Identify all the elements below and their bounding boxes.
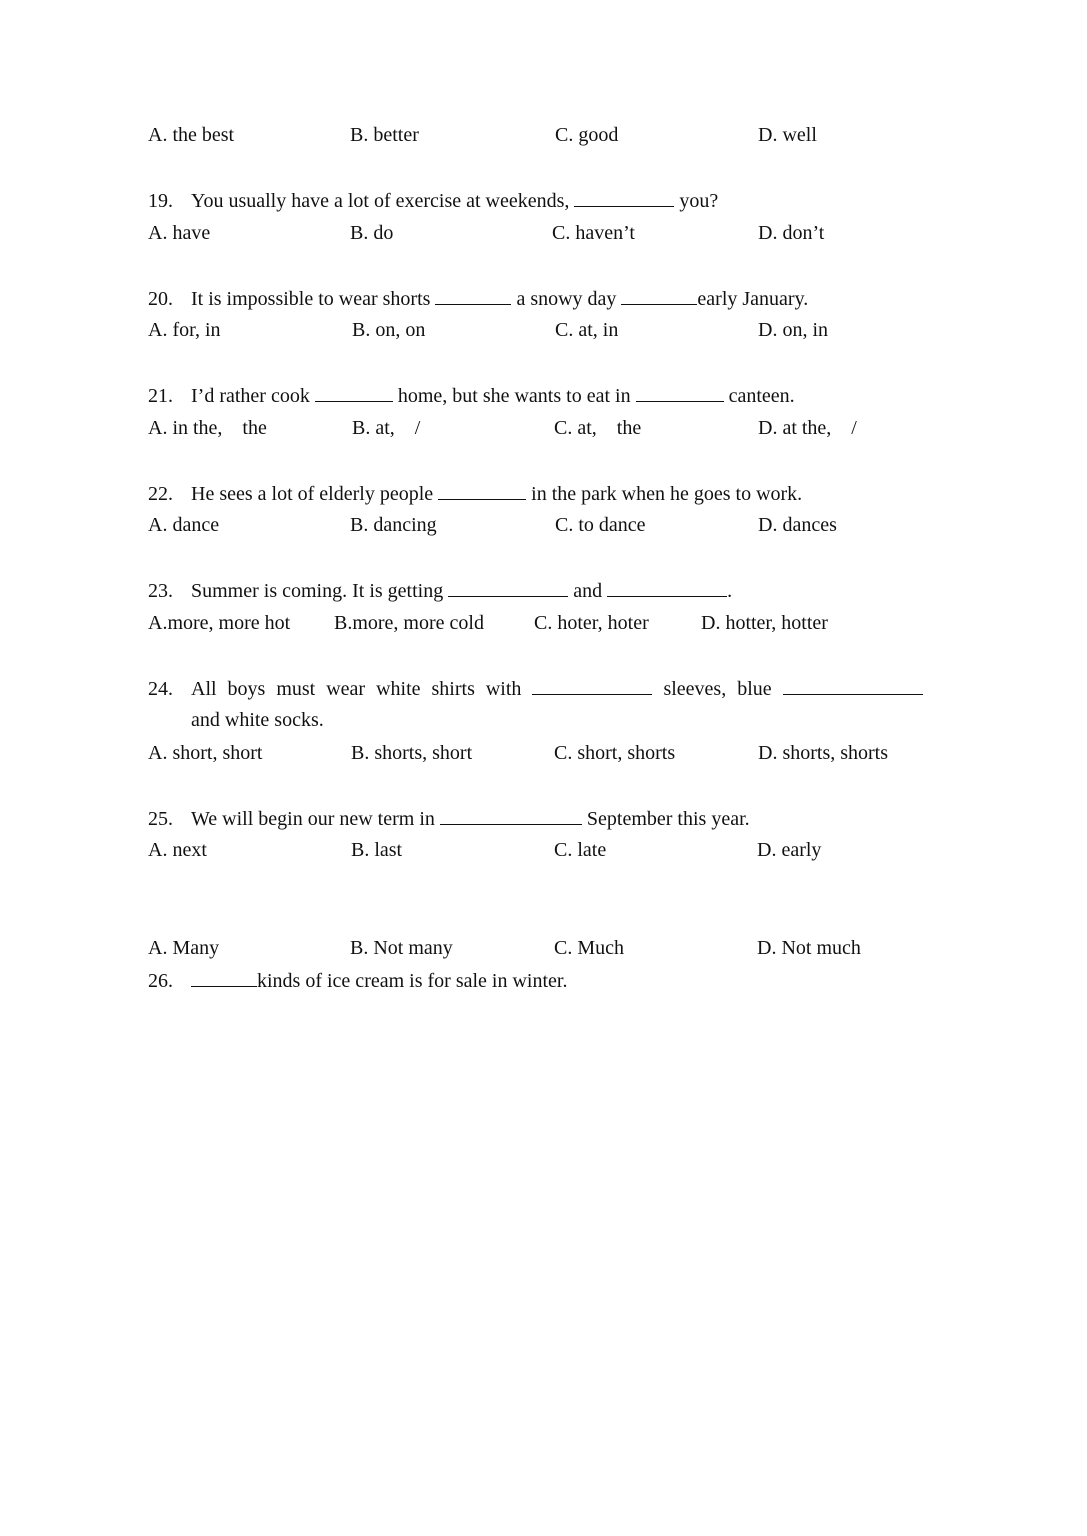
question-19-stem [148,188,718,213]
option-c: C. short, shorts [554,742,676,764]
question-number: 21. [148,385,173,407]
option-a: A. Many [148,937,220,959]
stem-text: Summer is coming. It is getting [191,580,449,602]
option-a: A. the best [148,124,235,146]
answer-blank[interactable] [621,286,697,305]
question-number: 22. [148,483,173,505]
stem-text: All boys must wear white shirts with [191,678,533,700]
stem-text: . [727,580,733,602]
question-number: 20. [148,288,173,310]
option-d: D. on, in [758,319,828,341]
option-d: D. shorts, shorts [758,742,889,764]
option-b: B. at, / [352,417,421,439]
question-number: 25. [148,808,173,830]
question-number: 23. [148,580,173,602]
option-b: B. Not many [350,937,453,959]
option-b: B. last [351,839,403,861]
stem-text: You usually have a lot of exercise at weekends, [191,190,575,212]
option-a: A. for, in [148,319,221,341]
option-b: B. dancing [350,514,437,536]
stem-text: early January. [697,288,809,310]
stem-text: September this year. [581,808,750,830]
answer-blank[interactable] [440,806,582,825]
stem-text: kinds of ice cream is for sale in winter. [257,970,568,992]
stem-text: sleeves, blue [652,678,783,700]
answer-blank[interactable] [636,383,724,402]
stem-text: and [568,580,608,602]
answer-blank[interactable] [435,286,511,305]
option-a: A. dance [148,514,220,536]
question-number: 19. [148,190,173,212]
option-d: D. hotter, hotter [701,612,828,634]
question-20-stem [148,286,808,311]
answer-blank[interactable] [191,968,257,987]
option-c: C. good [555,124,619,146]
option-d: D. dances [758,514,837,536]
stem-text: a snowy day [511,288,622,310]
option-c: C. late [554,839,607,861]
option-c: C. to dance [555,514,646,536]
option-b: B. better [350,124,419,146]
option-c: C. at, in [555,319,619,341]
option-a: A. in the, the [148,417,267,439]
stem-text: you? [674,190,719,212]
answer-blank[interactable] [783,676,923,695]
question-23-stem [148,578,732,603]
option-d: D. well [758,124,817,146]
stem-text: home, but she wants to eat in [392,385,636,407]
option-b: B. do [350,222,394,244]
stem-text: canteen. [723,385,795,407]
option-d: D. at the, / [758,417,857,439]
answer-blank[interactable] [448,578,568,597]
option-c: C. haven’t [552,222,635,244]
question-22-stem [148,481,802,506]
option-a: A. have [148,222,211,244]
option-d: D. don’t [758,222,825,244]
answer-blank[interactable] [438,481,526,500]
stem-text: in the park when he goes to work. [526,483,803,505]
question-24-stem [148,676,923,701]
option-a: A. next [148,839,207,861]
option-c: C. Much [554,937,624,959]
answer-blank[interactable] [315,383,393,402]
option-c: C. hoter, hoter [534,612,649,634]
option-c: C. at, the [554,417,642,439]
stem-text: He sees a lot of elderly people [191,483,439,505]
option-b: B. shorts, short [351,742,473,764]
option-a: A.more, more hot [148,612,291,634]
question-24-stem-continued: and white socks. [191,709,324,731]
stem-text: We will begin our new term in [191,808,440,830]
stem-text: It is impossible to wear shorts [191,288,436,310]
question-number: 26. [148,970,173,992]
option-a: A. short, short [148,742,263,764]
question-number: 24. [148,678,173,700]
option-d: D. early [757,839,822,861]
answer-blank[interactable] [532,676,652,695]
option-b: B.more, more cold [334,612,484,634]
option-b: B. on, on [352,319,426,341]
stem-text: I’d rather cook [191,385,315,407]
question-21-stem [148,383,795,408]
answer-blank[interactable] [574,188,674,207]
answer-blank[interactable] [607,578,727,597]
option-d: D. Not much [757,937,861,959]
question-26-stem [148,968,567,993]
question-25-stem [148,806,750,831]
